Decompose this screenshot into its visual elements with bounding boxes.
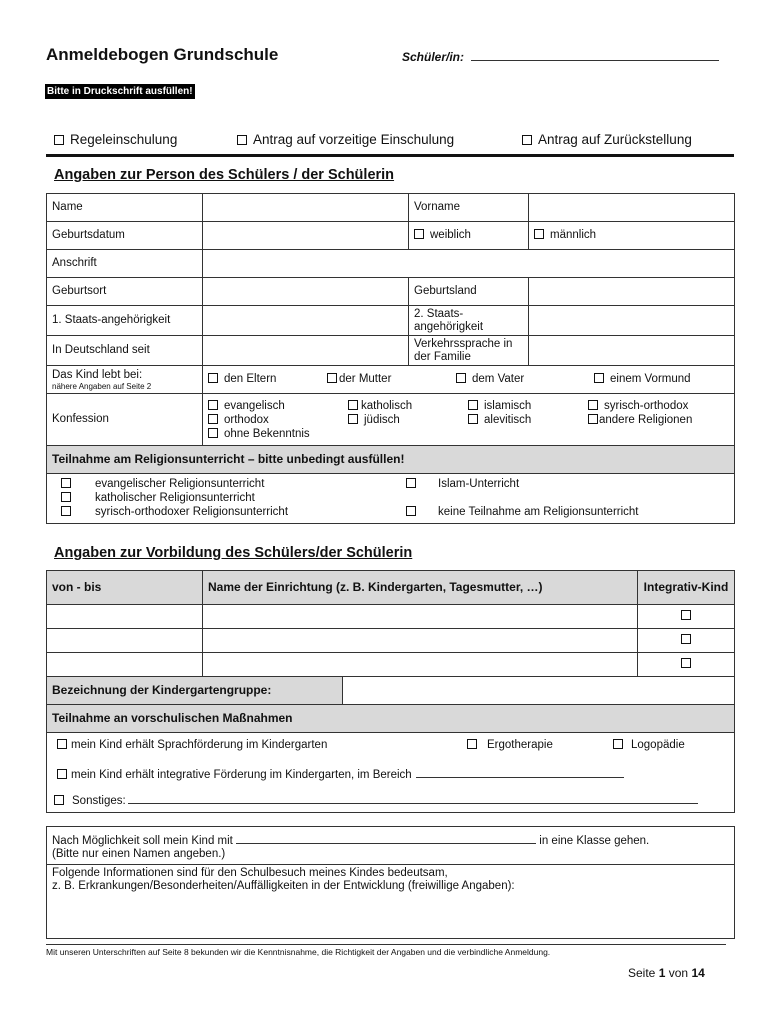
option-ergotherapie[interactable]: Ergotherapie (467, 739, 553, 752)
sonstiges-blank[interactable] (128, 793, 698, 804)
instruction-banner: Bitte in Druckschrift ausfüllen! (47, 86, 193, 97)
person-table (46, 193, 735, 524)
checkbox-icon[interactable] (456, 373, 466, 383)
student-name-blank[interactable] (471, 50, 719, 61)
wishes-table (46, 826, 735, 939)
checkbox-icon[interactable] (414, 229, 424, 239)
option-katholisch[interactable]: katholisch (348, 399, 468, 413)
input-name[interactable] (203, 194, 409, 222)
option-maennlich[interactable]: männlich (529, 222, 735, 250)
label-verkehrssprache: Verkehrssprache in der Familie (409, 336, 529, 366)
checkbox-icon[interactable] (237, 135, 247, 145)
lebt-bei-note: nähere Angaben auf Seite 2 (52, 381, 152, 391)
label-konfession: Konfession (47, 394, 203, 446)
label-anschrift: Anschrift (47, 250, 203, 278)
konfession-options (203, 394, 735, 446)
label-geburtsort: Geburtsort (47, 278, 203, 306)
checkbox-icon[interactable] (208, 400, 218, 410)
input-einrichtung[interactable] (203, 605, 638, 629)
input-anschrift[interactable] (203, 250, 735, 278)
option-islamisch[interactable]: islamisch (468, 399, 588, 413)
label-name: Name (47, 194, 203, 222)
option-vorzeitige-einschulung[interactable]: Antrag auf vorzeitige Einschulung (237, 132, 454, 147)
option-kath-religionsunterricht[interactable]: katholischer Religionsunterricht (61, 492, 255, 505)
religion-header: Teilnahme am Religionsunterricht – bitte unbedingt ausfüllen! (47, 446, 735, 474)
checkbox-icon[interactable] (613, 739, 623, 749)
option-eltern[interactable]: den Eltern (208, 373, 276, 386)
option-juedisch[interactable]: jüdisch (348, 413, 468, 427)
input-deutschland-seit[interactable] (203, 336, 409, 366)
input-geburtsland[interactable] (529, 278, 735, 306)
checkbox-icon[interactable] (468, 400, 478, 410)
input-geburtsdatum[interactable] (203, 222, 409, 250)
checkbox-icon[interactable] (681, 610, 691, 620)
divider (46, 154, 734, 157)
input-vorname[interactable] (529, 194, 735, 222)
label-lebt-bei: Das Kind lebt bei: nähere Angaben auf Seite 2 (47, 366, 203, 394)
checkbox-icon[interactable] (57, 769, 67, 779)
input-staats2[interactable] (529, 306, 735, 336)
option-integrative-foerderung[interactable]: mein Kind erhält integrative Förderung im Kindergarten, im Bereich (57, 767, 624, 782)
student-label: Schüler/in: (402, 50, 465, 64)
checkbox-icon[interactable] (534, 229, 544, 239)
klasse-note: (Bitte nur einen Namen angeben.) (52, 847, 226, 860)
option-ohne-bekenntnis[interactable]: ohne Bekenntnis (208, 427, 348, 441)
col-integrativ: Integrativ-Kind (638, 571, 735, 605)
option-keine-teilnahme[interactable]: keine Teilnahme am Religionsunterricht (406, 506, 639, 519)
input-geburtsort[interactable] (203, 278, 409, 306)
option-sonstiges[interactable]: Sonstiges: (54, 793, 698, 808)
label-staats2: 2. Staats-angehörigkeit (409, 306, 529, 336)
integrativ-check[interactable] (638, 653, 735, 677)
option-zurueckstellung[interactable]: Antrag auf Zurückstellung (522, 132, 692, 147)
checkbox-icon[interactable] (54, 795, 64, 805)
input-verkehrssprache[interactable] (529, 336, 735, 366)
checkbox-icon[interactable] (54, 135, 64, 145)
input-von-bis[interactable] (47, 653, 203, 677)
checkbox-icon[interactable] (522, 135, 532, 145)
checkbox-icon[interactable] (57, 739, 67, 749)
label-vorname: Vorname (409, 194, 529, 222)
option-vater[interactable]: dem Vater (456, 373, 524, 386)
klasse-name-blank[interactable] (236, 833, 536, 844)
page-number: Seite 1 von 14 (628, 966, 705, 980)
integrativ-check[interactable] (638, 605, 735, 629)
label-staats1: 1. Staats-angehörigkeit (47, 306, 203, 336)
col-von-bis: von - bis (47, 571, 203, 605)
option-andere-religionen[interactable]: andere Religionen (588, 413, 716, 427)
option-syr-religionsunterricht[interactable]: syrisch-orthodoxer Religionsunterricht (61, 506, 288, 519)
religion-options (47, 474, 735, 524)
section-title-person: Angaben zur Person des Schülers / der Schülerin (54, 167, 395, 183)
klasse-wish: Nach Möglichkeit soll mein Kind mit in eine Klasse gehen. (Bitte nur einen Namen angeben.) (47, 827, 735, 865)
checkbox-icon[interactable] (681, 634, 691, 644)
lebt-bei-options (203, 366, 735, 394)
input-staats1[interactable] (203, 306, 409, 336)
checkbox-icon[interactable] (348, 414, 358, 424)
checkbox-icon[interactable] (588, 414, 598, 424)
input-von-bis[interactable] (47, 605, 203, 629)
option-vormund[interactable]: einem Vormund (594, 373, 691, 386)
checkbox-icon[interactable] (681, 658, 691, 668)
checkbox-icon[interactable] (594, 373, 604, 383)
option-sprachfoerderung[interactable]: mein Kind erhält Sprachförderung im Kindergarten (57, 739, 327, 752)
option-syrisch-orthodox[interactable]: syrisch-orthodox (588, 399, 716, 413)
checkbox-icon[interactable] (406, 506, 416, 516)
form-title: Anmeldebogen Grundschule (46, 45, 279, 64)
checkbox-icon[interactable] (61, 478, 71, 488)
option-orthodox[interactable]: orthodox (208, 413, 348, 427)
enrollment-options (46, 132, 734, 154)
checkbox-icon[interactable] (61, 492, 71, 502)
section-title-vorbildung: Angaben zur Vorbildung des Schülers/der Schülerin (54, 545, 413, 561)
input-von-bis[interactable] (47, 629, 203, 653)
checkbox-icon[interactable] (327, 373, 337, 383)
input-einrichtung[interactable] (203, 653, 638, 677)
option-ev-religionsunterricht[interactable]: evangelischer Religionsunterricht (61, 478, 264, 491)
checkbox-icon[interactable] (468, 414, 478, 424)
massnahmen-options (47, 733, 735, 813)
option-weiblich[interactable]: weiblich (409, 222, 529, 250)
option-regeleinschulung[interactable]: Regeleinschulung (54, 132, 177, 147)
checkbox-icon[interactable] (208, 414, 218, 424)
input-einrichtung[interactable] (203, 629, 638, 653)
input-kita-gruppe[interactable] (343, 677, 735, 705)
integrativ-check[interactable] (638, 629, 735, 653)
option-logopaedie[interactable]: Logopädie (613, 739, 685, 752)
massnahmen-header: Teilnahme an vorschulischen Maßnahmen (47, 705, 735, 733)
checkbox-icon[interactable] (467, 739, 477, 749)
checkbox-icon[interactable] (208, 373, 218, 383)
option-evangelisch[interactable]: evangelisch (208, 399, 348, 413)
footer-divider (46, 944, 726, 945)
checkbox-icon[interactable] (406, 478, 416, 488)
label-deutschland-seit: In Deutschland seit (47, 336, 203, 366)
checkbox-icon[interactable] (208, 428, 218, 438)
info-field[interactable]: Folgende Informationen sind für den Schulbesuch meines Kindes bedeutsam, z. B. Erkrankungen/Besonderheiten/Auffälligkeiten in der Entwicklung (freiwillige Angaben): (47, 865, 735, 939)
option-mutter[interactable]: der Mutter (327, 373, 391, 386)
label-kita-gruppe: Bezeichnung der Kindergartengruppe: (47, 677, 343, 705)
option-alevitisch[interactable]: alevitisch (468, 413, 588, 427)
footer-note: Mit unseren Unterschriften auf Seite 8 bekunden wir die Kenntnisnahme, die Richtigkeit der Angaben und die verbindliche Anmeldung. (46, 947, 551, 957)
label-geburtsdatum: Geburtsdatum (47, 222, 203, 250)
checkbox-icon[interactable] (348, 400, 358, 410)
col-einrichtung: Name der Einrichtung (z. B. Kindergarten, Tagesmutter, …) (203, 571, 638, 605)
checkbox-icon[interactable] (61, 506, 71, 516)
option-islam-unterricht[interactable]: Islam-Unterricht (406, 478, 519, 491)
vorbildung-table (46, 570, 735, 813)
label-geburtsland: Geburtsland (409, 278, 529, 306)
checkbox-icon[interactable] (588, 400, 598, 410)
student-name-field[interactable] (402, 50, 719, 64)
integrative-bereich-blank[interactable] (416, 767, 624, 778)
